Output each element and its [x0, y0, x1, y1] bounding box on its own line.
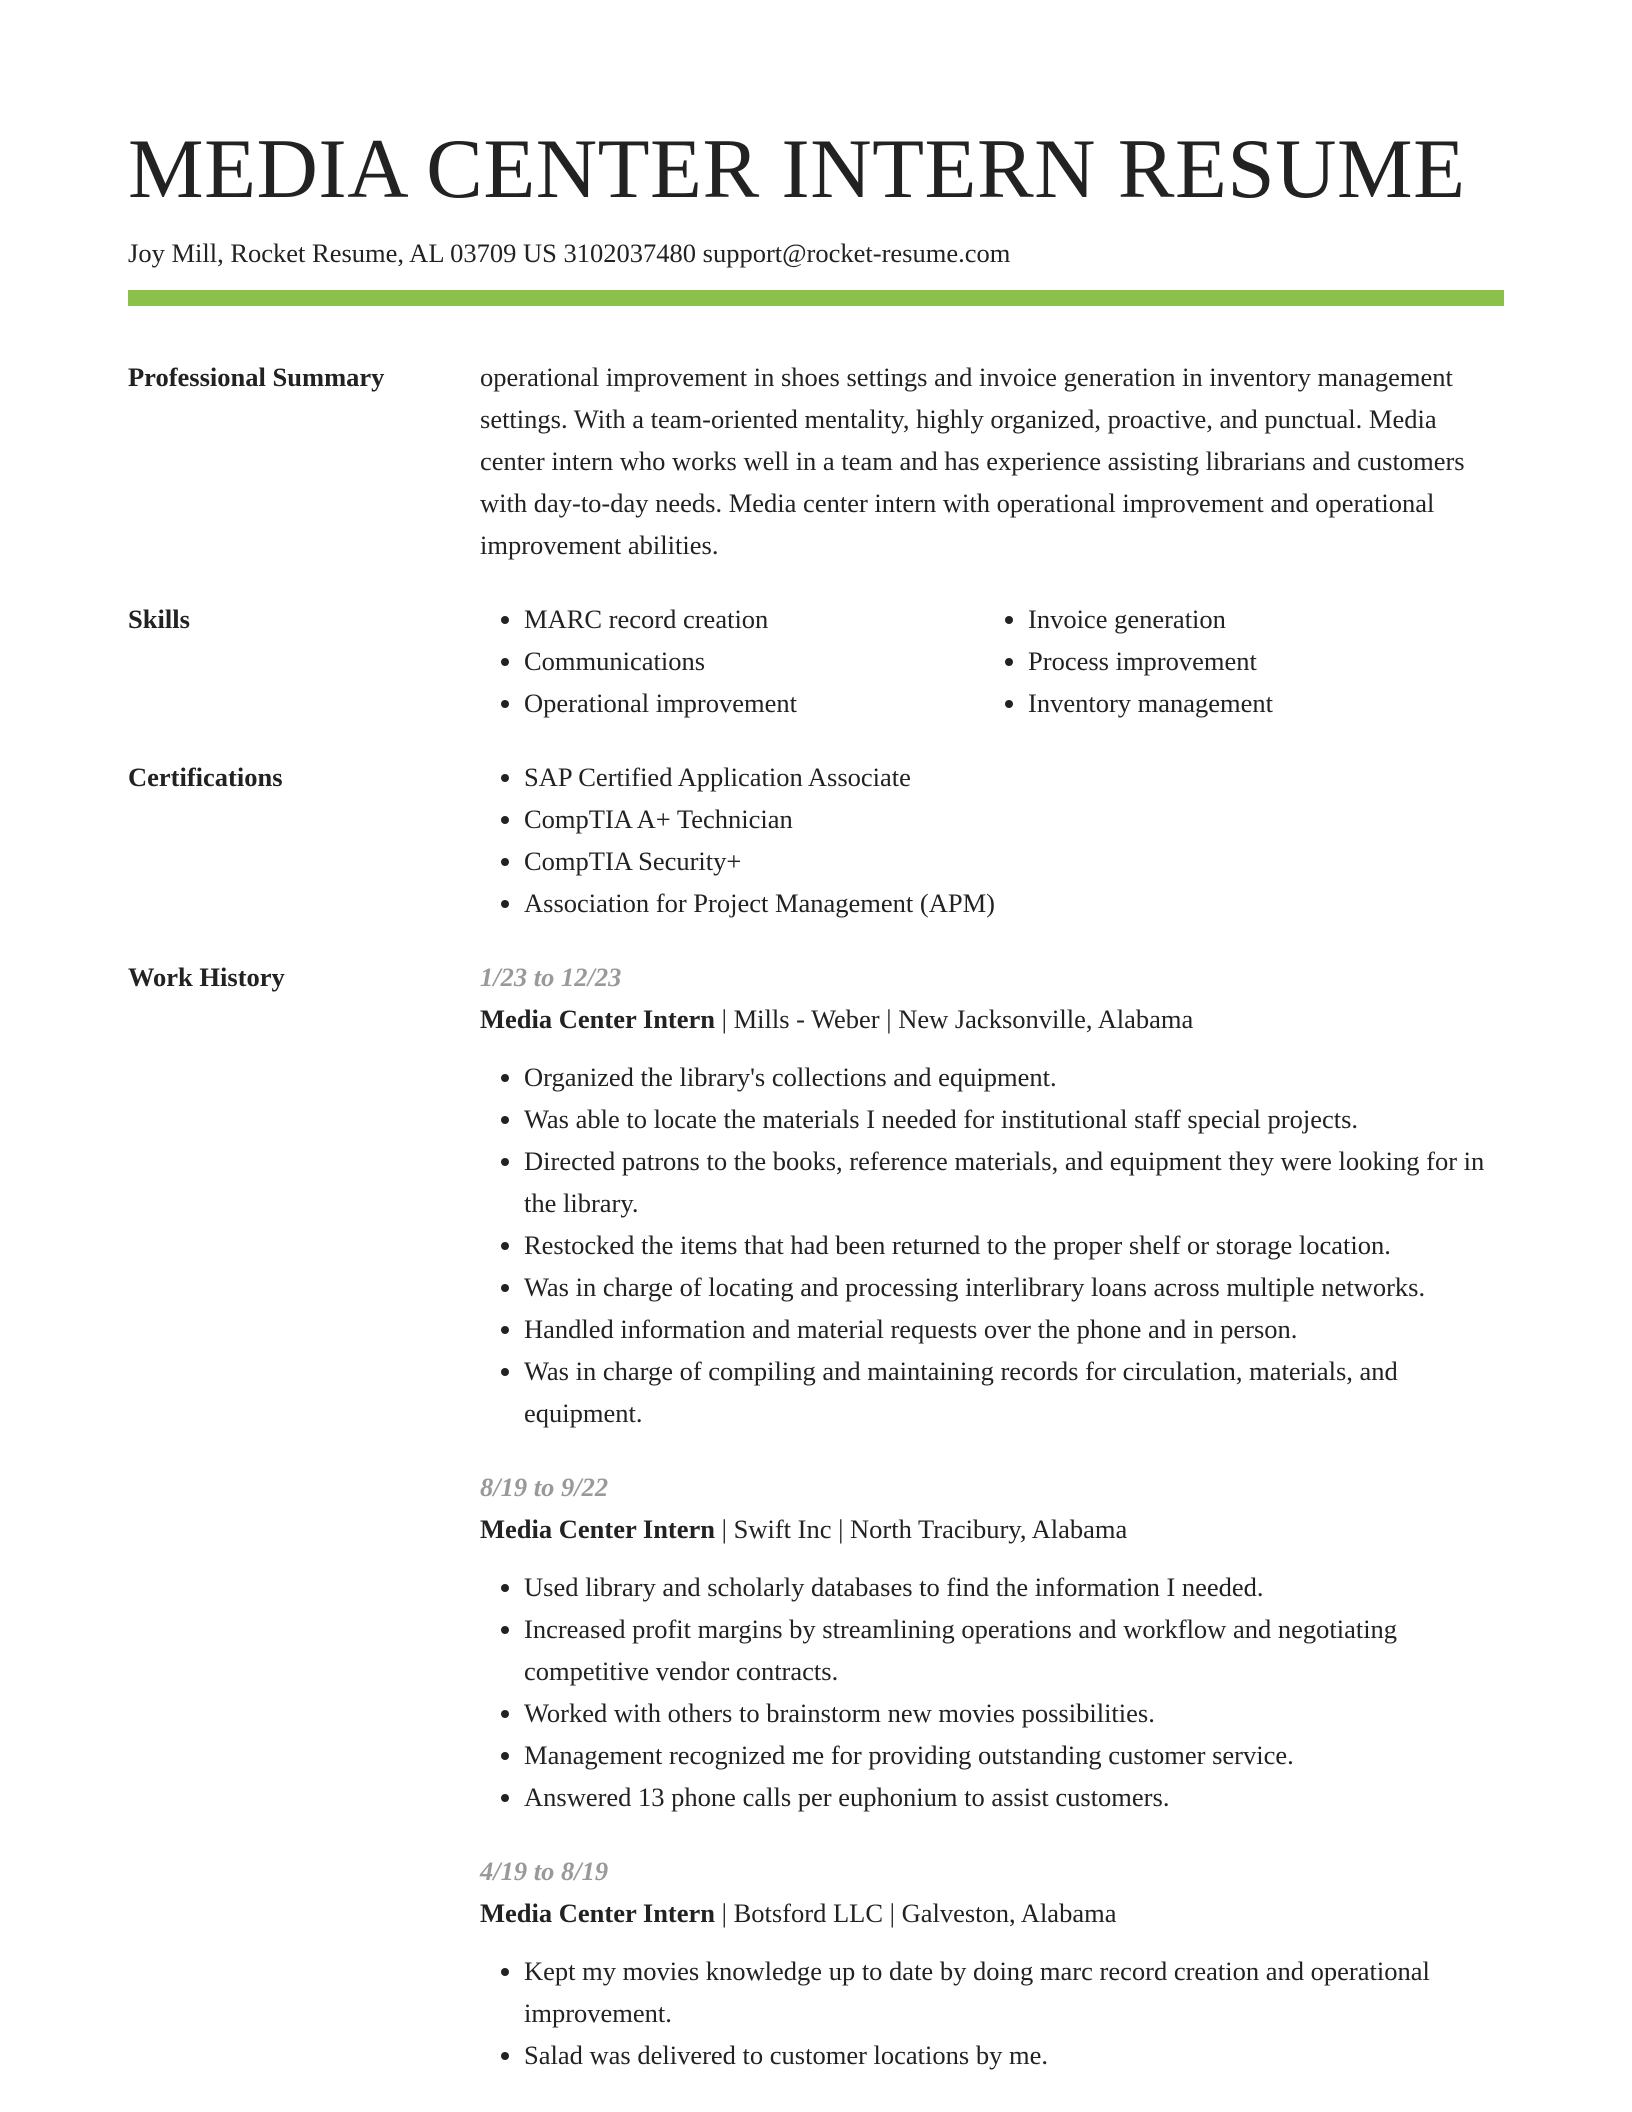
job-bullet: • Organized the library's collections and equipment. [524, 1056, 1504, 1098]
job-bullet: • Used library and scholarly databases to find the information I needed. [524, 1566, 1504, 1608]
job-bullet: • Was in charge of locating and processing interlibrary loans across multiple networks. [524, 1266, 1504, 1308]
section-label-skills: Skills [128, 604, 190, 634]
section-label-summary: Professional Summary [128, 362, 385, 392]
job-bullets [480, 1950, 1504, 2076]
job-title: Media Center Intern [480, 1004, 716, 1034]
certifications-section [128, 756, 1504, 924]
job-entry [480, 956, 1504, 1434]
work-history-section [128, 956, 1504, 2076]
job-details: | Botsford LLC | Galveston, Alabama [715, 1898, 1117, 1928]
job-heading [480, 1508, 1504, 1550]
job-bullet: • Answered 13 phone calls per euphonium to assist customers. [524, 1776, 1504, 1818]
skill-item: • Inventory management [1028, 682, 1488, 724]
job-bullet: • Management recognized me for providing outstanding customer service. [524, 1734, 1504, 1776]
skills-column-1 [480, 598, 984, 724]
skills-list-1 [480, 598, 984, 724]
section-label-certifications: Certifications [128, 762, 283, 792]
resume-page [128, 0, 1504, 2076]
work-history-body [480, 956, 1504, 2076]
skills-list-2 [984, 598, 1488, 724]
job-bullet: • Handled information and material requests over the phone and in person. [524, 1308, 1504, 1350]
certification-item: • SAP Certified Application Associate [524, 756, 1504, 798]
job-bullet: • Directed patrons to the books, reference materials, and equipment they were looking for in the library. [524, 1140, 1504, 1224]
skill-item: • Communications [524, 640, 984, 682]
skill-item: • Process improvement [1028, 640, 1488, 682]
job-title: Media Center Intern [480, 1514, 716, 1544]
skill-item: • MARC record creation [524, 598, 984, 640]
job-bullet: • Worked with others to brainstorm new movies possibilities. [524, 1692, 1504, 1734]
job-bullet: • Was in charge of compiling and maintaining records for circulation, materials, and equipment. [524, 1350, 1504, 1434]
skills-section [128, 598, 1504, 724]
skills-column-2 [984, 598, 1488, 724]
job-date: 1/23 to 12/23 [480, 962, 622, 992]
section-label-work-history: Work History [128, 962, 285, 992]
resume-title: MEDIA CENTER INTERN RESUME [128, 122, 1466, 216]
job-title: Media Center Intern [480, 1898, 716, 1928]
professional-summary-section [128, 356, 1504, 566]
job-heading [480, 1892, 1504, 1934]
skill-item: • Operational improvement [524, 682, 984, 724]
job-bullet: • Was able to locate the materials I needed for institutional staff special projects. [524, 1098, 1504, 1140]
certification-item: • CompTIA A+ Technician [524, 798, 1504, 840]
summary-text: operational improvement in shoes settings and invoice generation in inventory management settings. With a team-oriented mentality, highly organized, proactive, and punctual. Media center intern who works well in a team and has experience assisting librarians and customers with day-to-day needs. Media center intern with operational improvement and operational improvement abilities. [480, 362, 1465, 560]
job-date: 4/19 to 8/19 [480, 1856, 609, 1886]
accent-divider [128, 290, 1504, 306]
skill-item: • Invoice generation [1028, 598, 1488, 640]
job-bullet: • Kept my movies knowledge up to date by doing marc record creation and operational improvement. [524, 1950, 1504, 2034]
job-date: 8/19 to 9/22 [480, 1472, 609, 1502]
job-bullet: • Restocked the items that had been returned to the proper shelf or storage location. [524, 1224, 1504, 1266]
contact-line: Joy Mill, Rocket Resume, AL 03709 US 3102037480 support@rocket-resume.com [128, 238, 1011, 268]
skills-grid [480, 598, 1504, 724]
job-bullets [480, 1566, 1504, 1818]
certifications-list [480, 756, 1504, 924]
job-heading [480, 998, 1504, 1040]
job-details: | Mills - Weber | New Jacksonville, Alabama [715, 1004, 1194, 1034]
job-bullet: • Increased profit margins by streamlining operations and workflow and negotiating competitive vendor contracts. [524, 1608, 1504, 1692]
certification-item: • CompTIA Security+ [524, 840, 1504, 882]
job-bullet: • Salad was delivered to customer locations by me. [524, 2034, 1504, 2076]
certification-item: • Association for Project Management (APM) [524, 882, 1504, 924]
job-entry [480, 1466, 1504, 1818]
job-entry [480, 1850, 1504, 2076]
job-bullets [480, 1056, 1504, 1434]
job-details: | Swift Inc | North Tracibury, Alabama [715, 1514, 1128, 1544]
